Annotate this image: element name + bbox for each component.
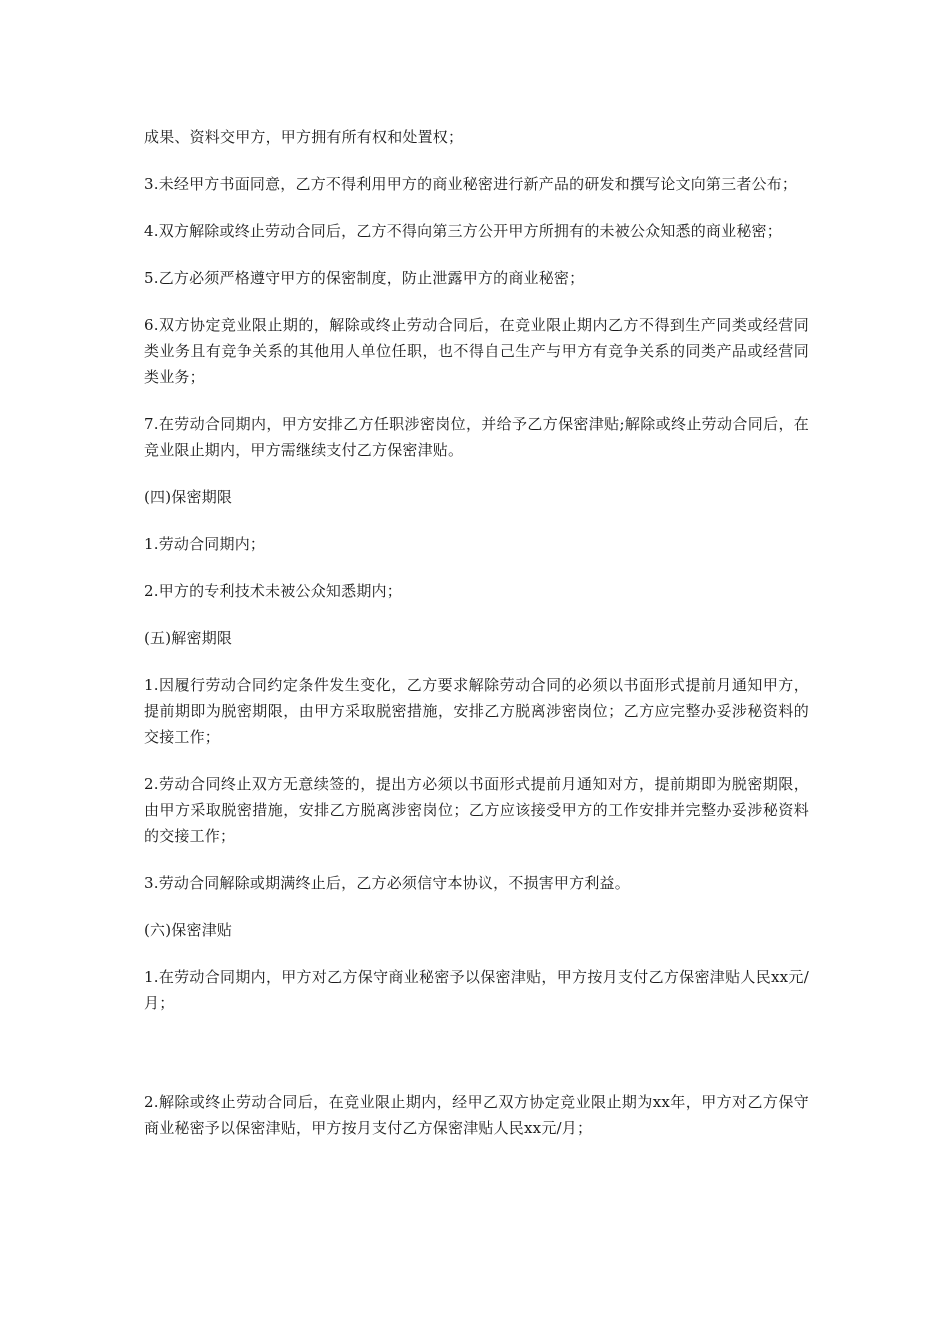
paragraph-allowance-2: 2.解除或终止劳动合同后，在竞业限止期内，经甲乙双方协定竞业限止期为xx年，甲方对乙方保守商业秘密予以保密津贴，甲方按月支付乙方保密津贴人民xx元/月； xyxy=(144,1093,809,1137)
paragraph-allowance-1: 1.在劳动合同期内，甲方对乙方保守商业秘密予以保密津贴，甲方按月支付乙方保密津贴人民xx元/月； xyxy=(144,968,809,1012)
paragraph-clause-4: 4.双方解除或终止劳动合同后，乙方不得向第三方公开甲方所拥有的未被公众知悉的商业秘密； xyxy=(144,222,782,240)
paragraph-results-to-party-a: 成果、资料交甲方，甲方拥有所有权和处置权； xyxy=(144,128,464,146)
paragraph-declass-3: 3.劳动合同解除或期满终止后，乙方必须信守本协议，不损害甲方利益。 xyxy=(144,874,630,892)
paragraph-clause-7: 7.在劳动合同期内，甲方安排乙方任职涉密岗位，并给予乙方保密津贴;解除或终止劳动合同后，在竞业限止期内，甲方需继续支付乙方保密津贴。 xyxy=(144,415,809,459)
paragraph-period-1: 1.劳动合同期内； xyxy=(144,535,266,553)
paragraph-declass-1: 1.因履行劳动合同约定条件发生变化，乙方要求解除劳动合同的必须以书面形式提前月通知甲方，提前期即为脱密期限，由甲方采取脱密措施，安排乙方脱离涉密岗位；乙方应完整办妥涉秘资料的交接工作； xyxy=(144,676,809,746)
paragraph-declass-2: 2.劳动合同终止双方无意续签的，提出方必须以书面形式提前月通知对方，提前期即为脱密期限，由甲方采取脱密措施，安排乙方脱离涉密岗位；乙方应该接受甲方的工作安排并完整办妥涉秘资料的交接工作； xyxy=(144,775,809,845)
section-heading-confidentiality-period: (四)保密期限 xyxy=(144,488,233,506)
section-heading-confidentiality-allowance: (六)保密津贴 xyxy=(144,921,233,939)
paragraph-clause-3: 3.未经甲方书面同意，乙方不得利用甲方的商业秘密进行新产品的研发和撰写论文向第三者公布； xyxy=(144,175,798,193)
section-heading-declassification-period: (五)解密期限 xyxy=(144,629,233,647)
document-page xyxy=(144,124,809,1162)
paragraph-period-2: 2.甲方的专利技术未被公众知悉期内； xyxy=(144,582,402,600)
paragraph-clause-5: 5.乙方必须严格遵守甲方的保密制度，防止泄露甲方的商业秘密； xyxy=(144,269,585,287)
paragraph-clause-6: 6.双方协定竞业限止期的，解除或终止劳动合同后，在竞业限止期内乙方不得到生产同类或经营同类业务且有竞争关系的其他用人单位任职，也不得自己生产与甲方有竞争关系的同类产品或经营同类业务； xyxy=(144,316,809,386)
